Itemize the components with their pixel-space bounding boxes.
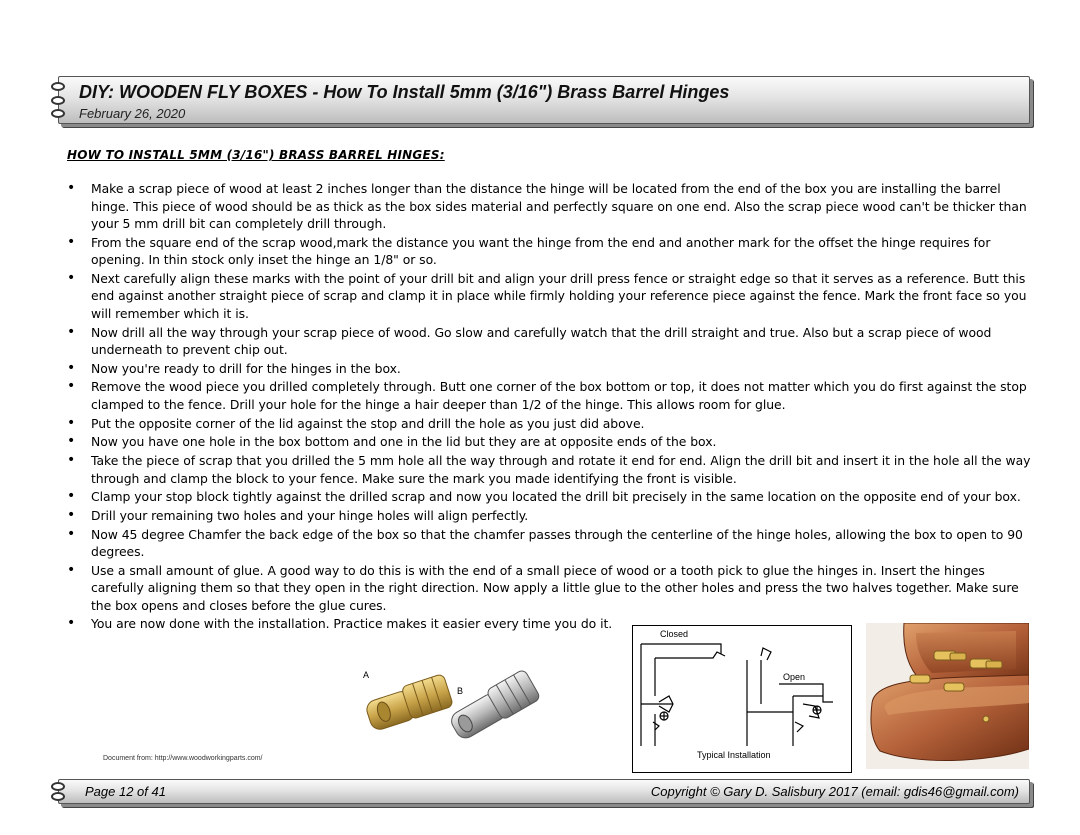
wooden-box-illustration (866, 623, 1029, 769)
box-hinge-icon (910, 675, 930, 683)
box-hinge-icon (944, 683, 964, 691)
list-item: • You are now done with the installation. Practice makes it easier every time you do it. (67, 615, 627, 633)
section-heading: HOW TO INSTALL 5MM (3/16") BRASS BARREL HINGES: (67, 148, 445, 162)
list-item: • From the square end of the scrap wood,mark the distance you want the hinge from the end and another mark for the offset the hinge requires for opening. In thin stock only inset the hinge an 1/8" or so. (67, 234, 1039, 269)
diagram-label-closed: Closed (660, 629, 689, 639)
footer-banner (58, 779, 1030, 804)
binder-rings (51, 780, 65, 803)
hinge-photo (350, 660, 570, 760)
hinge-label-a: A (363, 670, 370, 680)
binder-rings (51, 77, 65, 123)
list-item: • Make a scrap piece of wood at least 2 inches longer than the distance the hinge will be located from the end of the box you are installing the barrel hinge. This piece of wood should be as thick as the box sides material and perfectly square on one end. Also the scrap piece wood can't be thicker than your 5 mm drill bit can completely drill through. (67, 180, 1039, 233)
list-item: • Clamp your stop block tightly against the drilled scrap and now you located the drill bit precisely in the same location on the opposite end of your box. (67, 488, 1039, 506)
list-item: • Now you're ready to drill for the hinges in the box. (67, 360, 1039, 378)
installation-diagram (632, 625, 852, 773)
binder-ring-icon (51, 109, 65, 118)
header-banner (58, 76, 1030, 124)
wooden-box-photo (866, 623, 1029, 769)
diagram-label-open: Open (783, 672, 806, 682)
binder-ring-icon (51, 792, 65, 801)
copyright: Copyright © Gary D. Salisbury 2017 (email: gdis46@gmail.com) (650, 784, 1019, 799)
list-item: • Use a small amount of glue. A good way to do this is with the end of a small piece of wood or a tooth pick to glue the hinges in. Insert the hinges carefully aligning them so that they open in the right direction. Now apply a little glue to the other holes and press the two halves together. Make sure the box opens and closes before the glue cures. (67, 562, 1039, 615)
page-number: Page 12 of 41 (85, 784, 166, 799)
document-date: February 26, 2020 (79, 106, 186, 121)
binder-ring-icon (51, 82, 65, 91)
list-item: • Take the piece of scrap that you drilled the 5 mm hole all the way through and rotate it end for end. Align the drill bit and insert it in the hole all the way through and clamp the block to your fence. Make sure the mark you made identifying the front is visible. (67, 452, 1039, 487)
list-item: • Remove the wood piece you drilled completely through. Butt one corner of the box bottom or top, it does not matter which you do first against the stop clamped to the fence. Drill your hole for the hinge a hair deeper than 1/2 of the hinge. This allows room for glue. (67, 378, 1039, 413)
barrel-hinges-illustration (350, 660, 570, 760)
list-item: • Next carefully align these marks with the point of your drill bit and align your drill press fence or straight edge so that it serves as a reference. Butt this end against another straight piece of scrap and clamp it in place while firmly holding your reference piece against the fence. Mark the front face so you will remember which it is. (67, 270, 1039, 323)
list-item: • Now 45 degree Chamfer the back edge of the box so that the chamfer passes through the centerline of the hinge holes, allowing the box to open to 90 degrees. (67, 526, 1039, 561)
list-item: • Now drill all the way through your scrap piece of wood. Go slow and carefully watch that the drill straight and true. Also but a scrap piece of wood underneath to prevent chip out. (67, 324, 1039, 359)
instruction-list (67, 180, 1039, 634)
binder-ring-icon (51, 96, 65, 105)
nickel-hinge (446, 669, 541, 743)
brass-hinge (363, 674, 453, 732)
hinge-label-b: B (457, 686, 464, 696)
diagram-caption: Typical Installation (697, 750, 771, 760)
binder-ring-icon (51, 782, 65, 791)
document-title: DIY: WOODEN FLY BOXES - How To Install 5mm (3/16") Brass Barrel Hinges (79, 82, 730, 102)
list-item: • Drill your remaining two holes and your hinge holes will align perfectly. (67, 507, 1039, 525)
source-note: Document from: http://www.woodworkingparts.com/ (103, 755, 263, 762)
list-item: • Put the opposite corner of the lid against the stop and drill the hole as you just did above. (67, 415, 1039, 433)
list-item: • Now you have one hole in the box bottom and one in the lid but they are at opposite ends of the box. (67, 433, 1039, 451)
hinge-diagram-drawing (633, 626, 853, 774)
